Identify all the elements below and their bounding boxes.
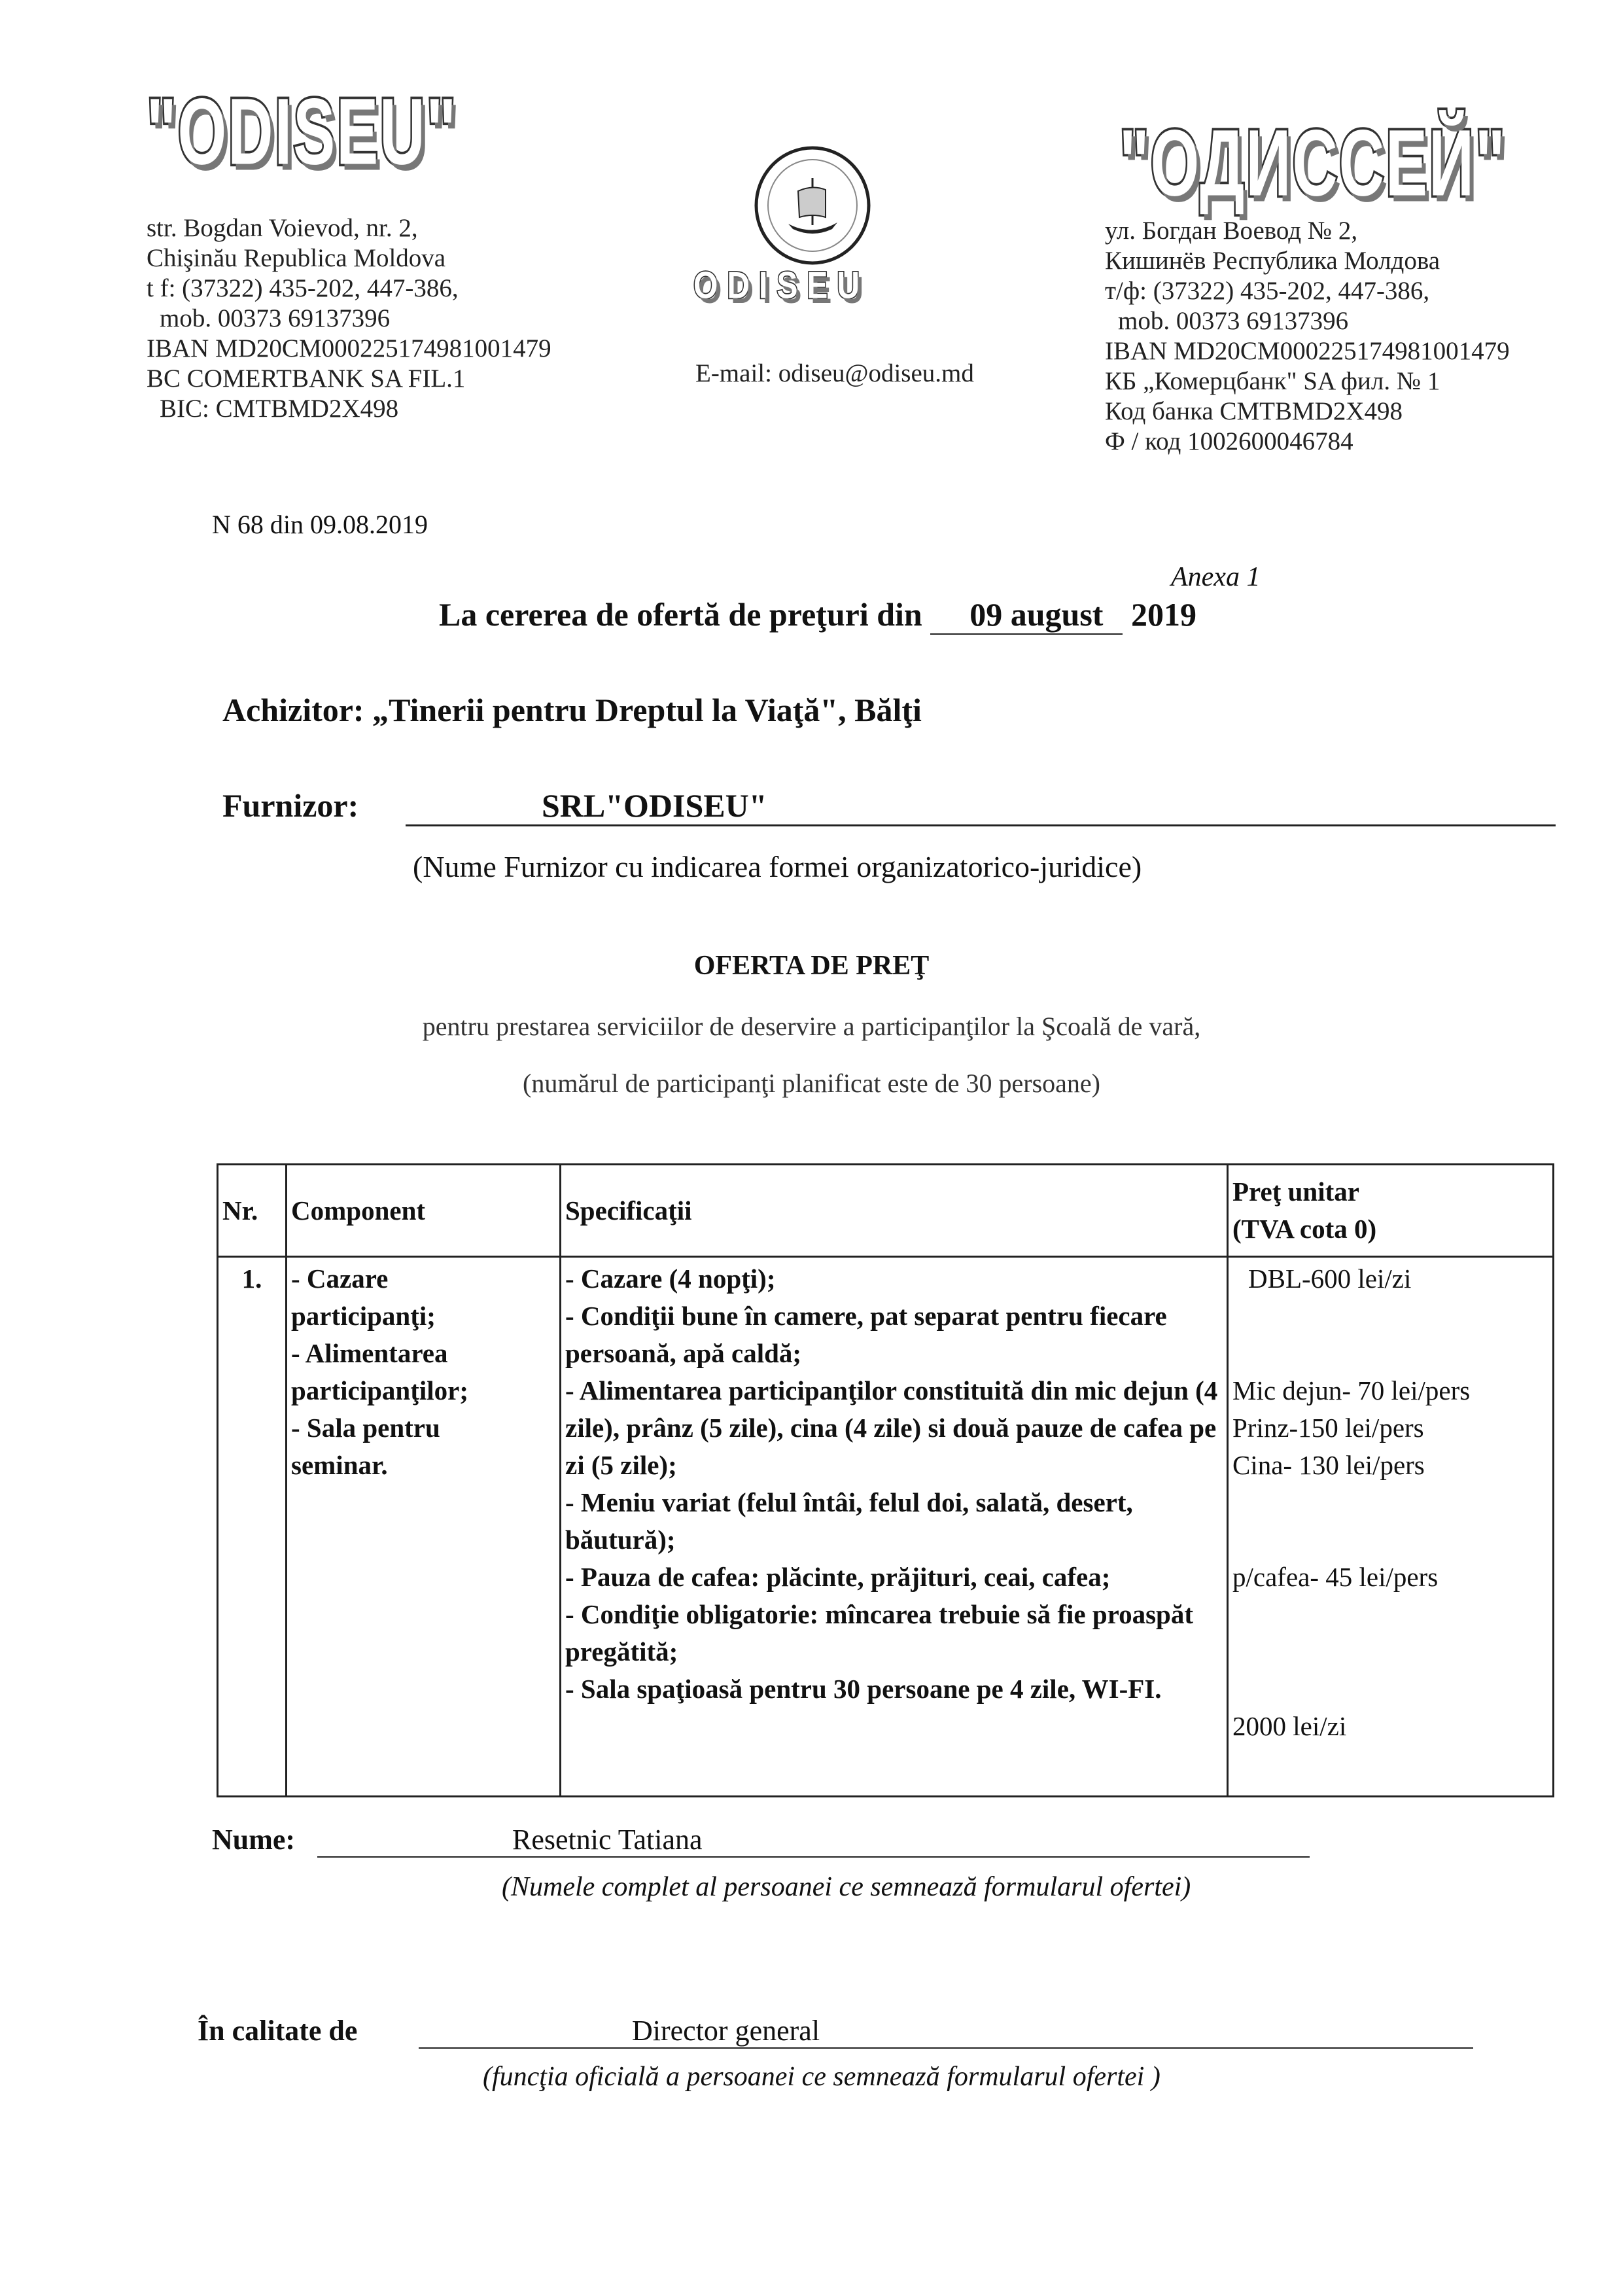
- role-caption: (funcţia oficială a persoanei ce semnează formularul ofertei ): [483, 2062, 1161, 2092]
- name-caption: (Numele complet al persoanei ce semnează formularul ofertei): [502, 1872, 1191, 1902]
- address-line: BIC: CMTBMD2X498: [160, 395, 399, 423]
- request-prefix: La cererea de ofertă de preţuri din: [439, 596, 922, 633]
- header-price-label: Preţ unitar: [1232, 1176, 1359, 1207]
- address-line: КБ „Комерцбанк" SA фил. № 1: [1105, 367, 1440, 395]
- document-number: N 68 din 09.08.2019: [212, 510, 428, 539]
- address-line: Chişinău Republica Moldova: [147, 244, 446, 272]
- annex-label: Anexa 1: [1171, 562, 1261, 592]
- signatory-role: Director general: [419, 2014, 1473, 2049]
- header-vat-label: (TVA cota 0): [1232, 1214, 1377, 1244]
- address-line: т/ф: (37322) 435-202, 447-386,: [1105, 277, 1430, 305]
- address-line: BC COMERTBANK SA FIL.1: [147, 364, 466, 393]
- spec-item: - Condiţie obligatorie: mîncarea trebuie să fie proaspăt pregătită;: [565, 1599, 1193, 1667]
- address-line: mob. 00373 69137396: [160, 304, 391, 332]
- ship-emblem-icon: [752, 145, 873, 266]
- offer-participants: (numărul de participanţi planificat este de 30 persoane): [523, 1069, 1100, 1098]
- header-specifications: Specificaţii: [561, 1165, 1228, 1257]
- company-logo-latin: "ODISEU": [147, 79, 458, 185]
- spec-item: - Pauza de cafea: plăcinte, prăjituri, ceai, cafea;: [565, 1562, 1111, 1592]
- spec-item: - Alimentarea participanţilor constituită din mic dejun (4 zile), prânz (5 zile), cina (4 zile) si două pauze de cafea pe zi (5 zile);: [565, 1375, 1218, 1480]
- buyer-name: „Tinerii pentru Dreptul la Viaţă", Bălţi: [372, 692, 922, 728]
- supplier-caption: (Nume Furnizor cu indicarea formei organizatorico-juridice): [413, 850, 1142, 883]
- component-line: participanţi;: [291, 1301, 436, 1331]
- address-line: Код банка CMTBMD2X498: [1105, 397, 1403, 425]
- address-line: mob. 00373 69137396: [1118, 307, 1349, 335]
- signatory-name: Resetnic Tatiana: [317, 1823, 1310, 1858]
- address-russian: [1105, 216, 1510, 457]
- offer-title: [0, 950, 1623, 981]
- component-line: - Sala pentru: [291, 1413, 440, 1443]
- company-logo-cyrillic: "ОДИССЕЙ": [1119, 111, 1507, 216]
- address-line: Кишинёв Республика Молдова: [1105, 247, 1440, 275]
- cell-component: [287, 1257, 561, 1797]
- spec-item: - Cazare (4 nopţi);: [565, 1263, 776, 1294]
- component-line: - Cazare: [291, 1263, 389, 1294]
- cell-price: [1228, 1257, 1554, 1797]
- spec-item: - Sala spaţioasă pentru 30 persoane pe 4 zile, WI-FI.: [565, 1674, 1162, 1704]
- cell-specifications: [561, 1257, 1228, 1797]
- offer-title-text: OFERTA DE PREŢ: [693, 951, 930, 981]
- address-line: Ф / код 1002600046784: [1105, 427, 1353, 455]
- request-year: 2019: [1130, 596, 1196, 633]
- price-hall: 2000 lei/zi: [1232, 1711, 1347, 1741]
- address-line: ул. Богдан Воевод № 2,: [1105, 217, 1358, 245]
- header-component: Component: [287, 1165, 561, 1257]
- address-line: t f: (37322) 435-202, 447-386,: [147, 274, 459, 302]
- address-line: str. Bogdan Voievod, nr. 2,: [147, 214, 418, 242]
- component-line: - Alimentarea: [291, 1338, 448, 1368]
- address-romanian: [147, 213, 551, 424]
- component-line: participanţilor;: [291, 1375, 469, 1405]
- table-row: [218, 1257, 1554, 1797]
- request-line: [439, 595, 1196, 635]
- header-unit-price: [1228, 1165, 1554, 1257]
- price-breakfast: Mic dejun- 70 lei/pers: [1232, 1375, 1471, 1405]
- supplier-label: Furnizor:: [222, 787, 359, 824]
- component-line: seminar.: [291, 1450, 388, 1480]
- name-label: Nume:: [212, 1824, 296, 1856]
- spec-item: - Meniu variat (felul întâi, felul doi, salată, desert, băutură);: [565, 1487, 1133, 1555]
- header-nr: Nr.: [218, 1165, 287, 1257]
- cell-nr: 1.: [218, 1257, 287, 1797]
- role-label: În calitate de: [198, 2015, 358, 2047]
- emblem-text: ODISEU: [693, 265, 869, 307]
- buyer-line: [222, 691, 922, 729]
- offer-table: [217, 1163, 1554, 1797]
- buyer-label: Achizitor:: [222, 692, 364, 728]
- offer-subtitle: pentru prestarea serviciilor de deservire a participanţilor la Şcoală de vară,: [422, 1012, 1201, 1041]
- price-coffee-break: p/cafea- 45 lei/pers: [1232, 1562, 1439, 1592]
- price-lunch: Prinz-150 lei/pers: [1232, 1413, 1424, 1443]
- address-line: IBAN MD20CM000225174981001479: [1105, 337, 1510, 365]
- email: E-mail: odiseu@odiseu.md: [695, 359, 974, 387]
- price-accommodation: DBL-600 lei/zi: [1248, 1263, 1412, 1294]
- supplier-name: SRL"ODISEU": [406, 786, 1556, 826]
- table-header-row: [218, 1165, 1554, 1257]
- price-dinner: Cina- 130 lei/pers: [1232, 1450, 1425, 1480]
- request-date: 09 august: [930, 595, 1123, 635]
- address-line: IBAN MD20CM000225174981001479: [147, 334, 551, 362]
- spec-item: - Condiţii bune în camere, pat separat pentru fiecare persoană, apă caldă;: [565, 1301, 1167, 1368]
